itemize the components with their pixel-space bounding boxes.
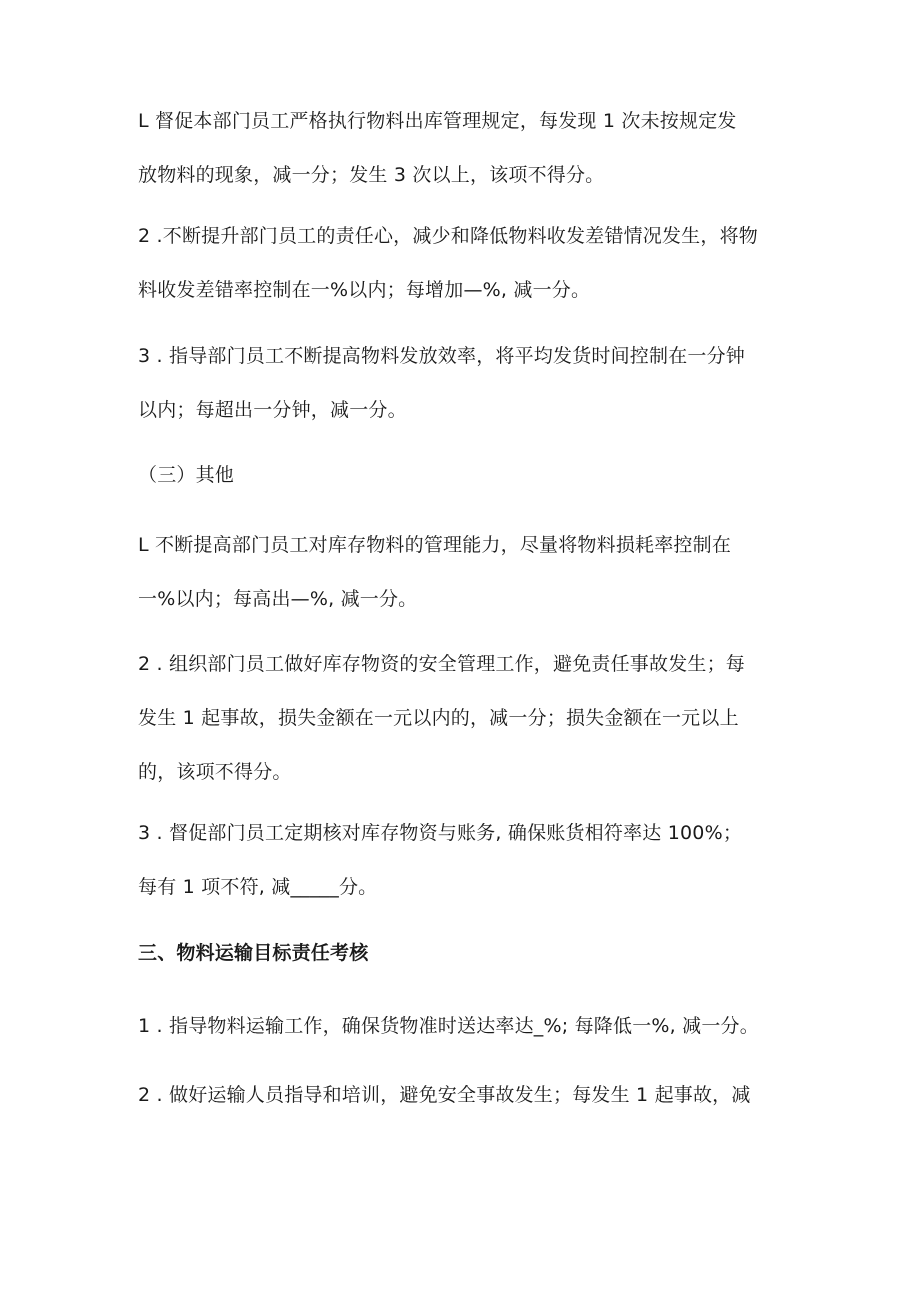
- text-line: 每有 1 项不符, 减_____分。: [138, 876, 378, 898]
- text-line: 2 . 组织部门员工做好库存物资的安全管理工作，避免责任事故发生；每: [138, 653, 746, 675]
- text-line: 2 . 做好运输人员指导和培训，避免安全事故发生；每发生 1 起事故，减: [138, 1084, 751, 1106]
- text-line: 发生 1 起事故，损失金额在一元以内的，减一分；损失金额在一元以上: [138, 707, 739, 729]
- paragraph-loss-rate: [138, 518, 798, 626]
- paragraph-efficiency: [138, 329, 798, 437]
- paragraph-error-rate: [138, 209, 798, 317]
- text-line: 一%以内；每高出—%, 减一分。: [138, 588, 418, 610]
- text-line: 以内；每超出一分钟，减一分。: [138, 399, 407, 421]
- text-line: 的，该项不得分。: [138, 761, 292, 783]
- heading-text: 三、物料运输目标责任考核: [138, 942, 369, 964]
- section-heading-other: [138, 448, 234, 502]
- text-line: 料收发差错率控制在一%以内；每增加—%, 减一分。: [138, 279, 591, 301]
- text-line: 放物料的现象，减一分；发生 3 次以上，该项不得分。: [138, 164, 605, 186]
- paragraph-training: [138, 1068, 798, 1122]
- text-line: 3 . 督促部门员工定期核对库存物资与账务, 确保账货相符率达 100%；: [138, 822, 743, 844]
- text-line: 2 .不断提升部门员工的责任心，减少和降低物料收发差错情况发生，将物: [138, 225, 758, 247]
- heading-text: （三）其他: [138, 464, 235, 486]
- paragraph-reconciliation: [138, 806, 798, 914]
- section-heading-transport: [138, 926, 368, 980]
- text-line: 1 . 指导物料运输工作，确保货物准时送达率达_%; 每降低一%, 减一分。: [138, 1015, 759, 1037]
- paragraph-on-time-delivery: [138, 999, 798, 1053]
- paragraph-outbound-rule: [138, 94, 798, 202]
- text-line: L 督促本部门员工严格执行物料出库管理规定，每发现 1 次未按规定发: [138, 110, 737, 132]
- paragraph-safety: [138, 637, 798, 799]
- text-line: L 不断提高部门员工对库存物料的管理能力，尽量将物料损耗率控制在: [138, 534, 732, 556]
- text-line: 3 . 指导部门员工不断提高物料发放效率，将平均发货时间控制在一分钟: [138, 345, 746, 367]
